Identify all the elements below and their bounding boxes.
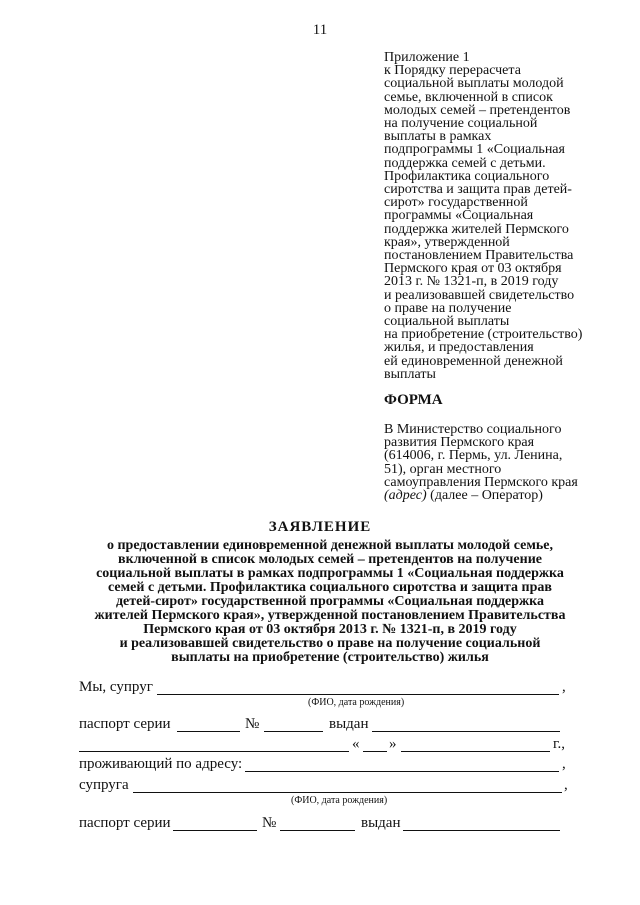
appendix-line: и реализовавшей свидетельство bbox=[384, 287, 575, 303]
appendix-line: социальной выплаты bbox=[384, 314, 510, 330]
husband-fio-caption: (ФИО, дата рождения) bbox=[308, 697, 405, 708]
husband-passport-series-field[interactable] bbox=[177, 731, 240, 732]
appendix-line: подпрограммы 1 «Социальная bbox=[384, 142, 565, 158]
subject-line: семей с детьми. Профилактика социального сиротства и защита прав bbox=[108, 580, 552, 595]
form-label: ФОРМА bbox=[384, 392, 443, 408]
appendix-line: Пермского края от 03 октября bbox=[384, 261, 562, 277]
appendix-line: на получение социальной bbox=[384, 116, 538, 132]
subject-line: выплаты на приобретение (строительство) жилья bbox=[171, 650, 489, 665]
quote-open: « bbox=[352, 736, 360, 752]
appendix-header bbox=[384, 51, 634, 381]
wife-number-sign: № bbox=[262, 815, 277, 831]
appendix-line: поддержка жителей Пермского bbox=[384, 221, 569, 237]
appendix-line: жилья, и предоставления bbox=[384, 340, 534, 356]
appendix-line: молодых семей – претендентов bbox=[384, 102, 571, 118]
appendix-line: о праве на получение bbox=[384, 300, 512, 316]
document-subject bbox=[40, 539, 620, 665]
appendix-line: социальной выплаты молодой bbox=[384, 76, 564, 92]
appendix-line: сирот» государственной bbox=[384, 195, 528, 211]
addressee-line: 51), орган местного bbox=[384, 461, 502, 477]
wife-fio-field[interactable] bbox=[133, 792, 562, 793]
document-title: ЗАЯВЛЕНИЕ bbox=[268, 519, 372, 535]
addressee-last-line bbox=[384, 489, 634, 502]
husband-fio-field[interactable] bbox=[157, 694, 559, 695]
address-hint: (адрес) bbox=[384, 488, 427, 504]
subject-line: социальной выплаты в рамках подпрограммы 1 «Социальная поддержка bbox=[96, 566, 564, 581]
residing-label: проживающий по адресу: bbox=[79, 756, 243, 772]
husband-number-sign: № bbox=[245, 716, 260, 732]
wife-passport-series-field[interactable] bbox=[173, 830, 257, 831]
page-number: 11 bbox=[312, 22, 328, 38]
comma: , bbox=[562, 679, 566, 695]
appendix-line: выплаты bbox=[384, 366, 436, 382]
husband-issued-by-field[interactable] bbox=[372, 731, 560, 732]
wife-issued-by-field[interactable] bbox=[403, 830, 560, 831]
husband-label: Мы, супруг bbox=[79, 679, 153, 695]
husband-passport-series-label: паспорт серии bbox=[79, 716, 171, 732]
comma: , bbox=[562, 756, 566, 772]
husband-passport-number-field[interactable] bbox=[264, 731, 323, 732]
wife-fio-caption: (ФИО, дата рождения) bbox=[291, 795, 388, 806]
addressee-block bbox=[384, 423, 634, 502]
year-suffix: г., bbox=[553, 736, 565, 752]
husband-issued-by-field-2[interactable] bbox=[79, 751, 349, 752]
operator-note: (далее – Оператор) bbox=[426, 488, 543, 504]
appendix-line: ей единовременной денежной bbox=[384, 353, 563, 369]
quote-close: » bbox=[389, 736, 397, 752]
addressee-line: развития Пермского края bbox=[384, 435, 535, 451]
subject-line: о предоставлении единовременной денежной выплаты молодой семье, bbox=[106, 538, 553, 553]
appendix-line: края», утвержденной bbox=[384, 234, 510, 250]
appendix-line: к Порядку перерасчета bbox=[384, 63, 521, 79]
appendix-line: Профилактика социального bbox=[384, 168, 550, 184]
appendix-line: программы «Социальная bbox=[384, 208, 534, 224]
appendix-line: выплаты в рамках bbox=[384, 129, 492, 145]
subject-line: жителей Пермского края», утвержденной постановлением Правительства bbox=[94, 608, 566, 623]
appendix-line: 2013 г. № 1321-п, в 2019 году bbox=[384, 274, 559, 290]
appendix-line: поддержка семей с детьми. bbox=[384, 155, 546, 171]
subject-line: и реализовавшей свидетельство о праве на получение социальной bbox=[119, 636, 541, 651]
subject-line: детей-сирот» государственной программы «Социальная поддержка bbox=[115, 594, 545, 609]
appendix-line: сиротства и защита прав детей- bbox=[384, 182, 572, 198]
husband-issued-label: выдан bbox=[329, 716, 369, 732]
appendix-line: постановлением Правительства bbox=[384, 248, 574, 264]
appendix-line: Приложение 1 bbox=[384, 50, 470, 65]
wife-passport-series-label: паспорт серии bbox=[79, 815, 171, 831]
wife-label: супруга bbox=[79, 777, 129, 793]
addressee-line: самоуправления Пермского края bbox=[384, 474, 578, 490]
husband-issue-day-field[interactable] bbox=[363, 751, 387, 752]
subject-line: включенной в список молодых семей – претендентов на получение bbox=[118, 552, 542, 567]
addressee-line: (614006, г. Пермь, ул. Ленина, bbox=[384, 448, 563, 464]
appendix-line: на приобретение (строительство) bbox=[384, 327, 583, 343]
addressee-line: В Министерство социального bbox=[384, 422, 562, 437]
husband-issue-month-field[interactable] bbox=[401, 751, 550, 752]
subject-line: Пермского края от 03 октября 2013 г. № 1321-п, в 2019 году bbox=[143, 622, 517, 637]
husband-address-field[interactable] bbox=[245, 771, 559, 772]
appendix-line: семье, включенной в список bbox=[384, 89, 553, 105]
comma: , bbox=[564, 777, 568, 793]
wife-issued-label: выдан bbox=[361, 815, 401, 831]
wife-passport-number-field[interactable] bbox=[280, 830, 355, 831]
